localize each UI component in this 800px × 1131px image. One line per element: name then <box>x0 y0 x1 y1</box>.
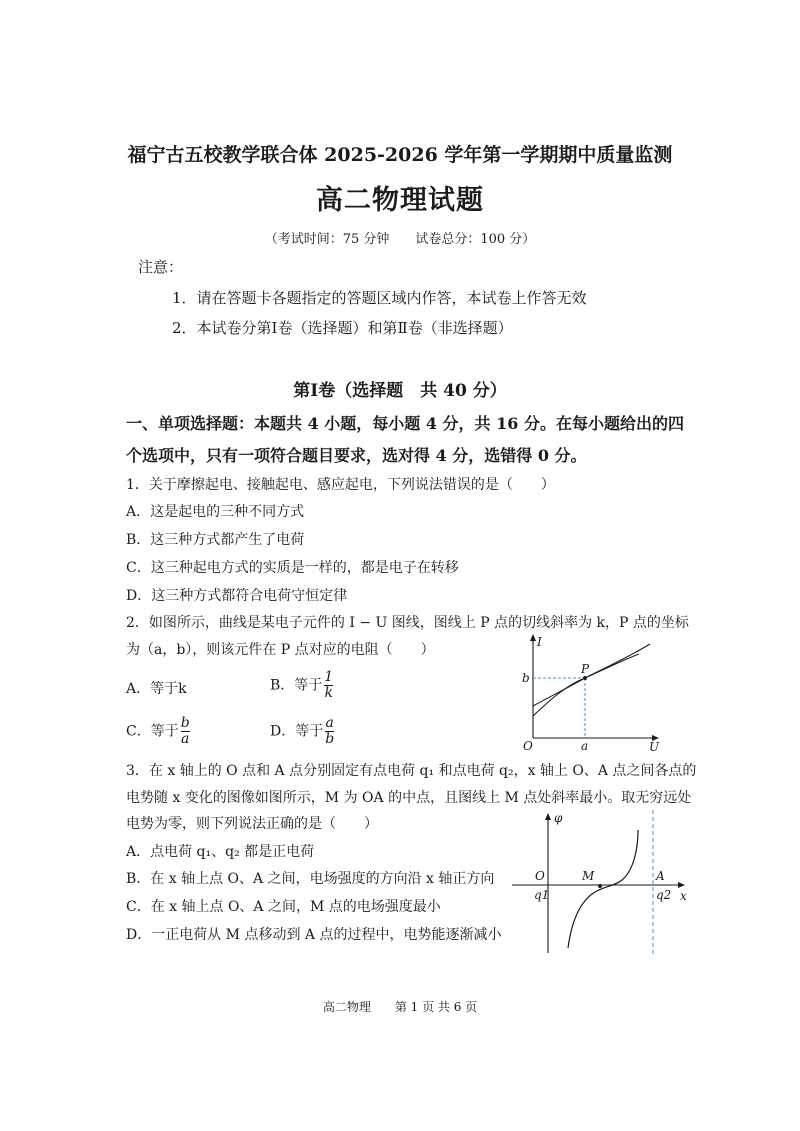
origin-label: O <box>523 739 533 752</box>
q2-stem-line1: 2．如图所示，曲线是某电子元件的 I − U 图线，图线上 P 点的切线斜率为 k，P 点的坐标 <box>126 615 689 631</box>
q1-option-b: B．这三种方式都产生了电荷 <box>126 532 305 548</box>
phi-curve <box>568 830 638 948</box>
q2-stem-line2: 为（a，b），则该元件在 P 点对应的电阻（ ） <box>126 642 435 658</box>
page-footer: 高二物理 第 1 页 共 6 页 <box>322 1000 478 1014</box>
section-heading: 第Ⅰ卷（选择题 共 40 分） <box>293 381 507 401</box>
part-heading-line2: 个选项中，只有一项符合题目要求，选对得 4 分，选错得 0 分。 <box>126 446 587 465</box>
fraction <box>181 716 190 747</box>
exam-info: （考试时间：75 分钟 试卷总分：100 分） <box>264 232 536 247</box>
q3-option-d: D．一正电荷从 M 点移动到 A 点的过程中，电势能逐渐减小 <box>126 927 502 943</box>
x-tick-label: a <box>581 739 589 752</box>
note-item: 2．本试卷分第Ⅰ卷（选择题）和第Ⅱ卷（非选择题） <box>172 319 513 337</box>
q2-option-d-prefix: D．等于 <box>270 723 324 740</box>
x-axis-arrow <box>678 882 685 888</box>
numerator: b <box>180 715 190 731</box>
point-a-label: A <box>656 869 665 883</box>
y-tick-label: b <box>522 671 530 685</box>
tangent-line <box>533 644 650 706</box>
fraction <box>324 670 333 701</box>
q1-option-d: D．这三种方式都符合电荷守恒定律 <box>126 588 348 604</box>
y-axis-arrow <box>530 634 536 641</box>
point-m-label: M <box>582 869 595 883</box>
q1-option-a: A．这是起电的三种不同方式 <box>126 504 305 520</box>
y-axis-label: φ <box>554 811 563 825</box>
q2-option-d <box>270 716 334 747</box>
fraction <box>325 716 334 747</box>
q2-label: q2 <box>656 888 672 902</box>
numerator: a <box>325 715 334 731</box>
point-m <box>598 884 602 888</box>
q3-option-c: C．在 x 轴上点 O、A 之间，M 点的电场强度最小 <box>126 899 441 915</box>
q3-stem-line2: 电势随 x 变化的图像如图所示，M 为 OA 的中点，且图线上 M 点处斜率最小。取无穷远处 <box>126 790 692 806</box>
q3-stem-line3: 电势为零，则下列说法正确的是（ ） <box>126 816 378 832</box>
denominator: k <box>324 685 333 701</box>
q2-option-c <box>126 716 190 747</box>
q1-stem: 1．关于摩擦起电、接触起电、感应起电，下列说法错误的是（ ） <box>126 477 555 493</box>
q1-option-c: C．这三种起电方式的实质是一样的，都是电子在转移 <box>126 560 459 576</box>
part-heading-line1: 一、单项选择题：本题共 4 小题，每小题 4 分，共 16 分。在每小题给出的四 <box>126 414 684 433</box>
exam-subtitle: 高二物理试题 <box>316 185 484 216</box>
x-axis-label: U <box>649 740 660 752</box>
denominator: b <box>325 731 335 747</box>
exam-title: 福宁古五校教学联合体 2025-2026 学年第一学期期中质量监测 <box>127 144 673 166</box>
q3-option-b: B．在 x 轴上点 O、A 之间，电场强度的方向沿 x 轴正方向 <box>126 871 495 887</box>
y-axis-arrow <box>545 813 551 820</box>
point-p <box>583 676 587 680</box>
q2-option-c-prefix: C．等于 <box>126 723 179 740</box>
point-p-label: P <box>581 662 590 676</box>
q1-label: q1 <box>534 888 550 902</box>
denominator: a <box>181 731 190 747</box>
origin-label: O <box>535 869 545 883</box>
iu-graph <box>515 630 665 752</box>
q2-option-a: A．等于k <box>126 681 187 697</box>
x-axis-label: x <box>680 889 687 903</box>
note-item: 1．请在答题卡各题指定的答题区域内作答，本试卷上作答无效 <box>172 289 587 307</box>
y-axis-label: I <box>537 635 542 649</box>
phi-x-graph <box>510 808 690 956</box>
notes-title: 注意： <box>138 258 184 276</box>
q2-option-b <box>270 670 333 701</box>
q2-option-b-prefix: B．等于 <box>270 677 323 694</box>
q3-stem-line1: 3．在 x 轴上的 O 点和 A 点分别固定有点电荷 q₁ 和点电荷 q₂，x 轴上 O、A 点之间各点的 <box>126 763 697 779</box>
q3-option-a: A．点电荷 q₁、q₂ 都是正电荷 <box>126 844 315 860</box>
numerator: 1 <box>324 669 334 685</box>
